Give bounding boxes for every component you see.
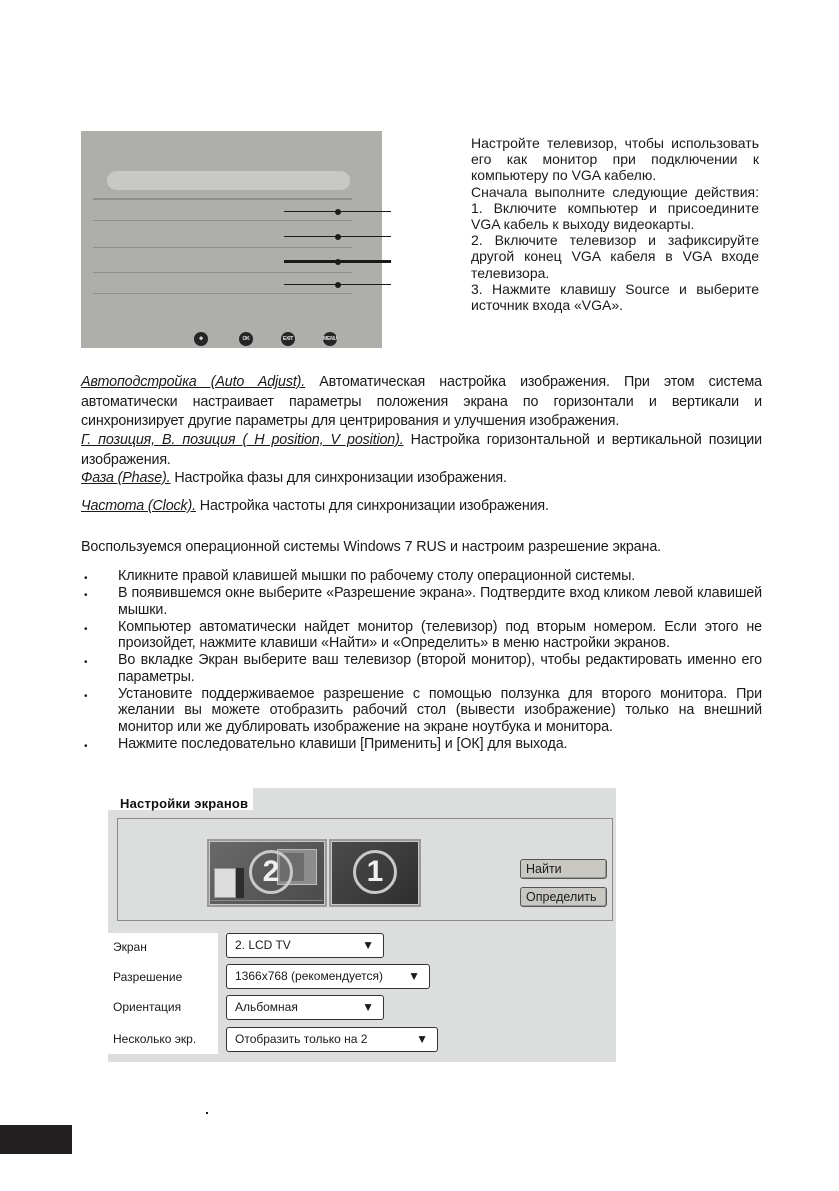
dropdown-arrow-icon: ▼ — [408, 969, 420, 983]
taskbar-thumbnail — [211, 900, 323, 903]
tv-menu-separator — [93, 220, 352, 221]
term-label: Г. позиция, В. позиция ( H position, V position). — [81, 432, 404, 448]
window-thumbnail — [214, 868, 236, 898]
dialog-title: Настройки экранов — [120, 796, 249, 811]
exit-button-icon: EXIT — [281, 332, 295, 346]
monitor-1-tile[interactable] — [329, 839, 421, 907]
term-description: Автоматическая настройка изображения. При этом система автоматически настраивает параметры положения экрана по горизонтали и вертикали и синхронизирует другие параметры для центрирования и улучшения изображения. — [81, 374, 762, 429]
term-label: Автоподстройка (Auto Adjust). — [81, 374, 306, 390]
tv-slider-auto-adjust[interactable] — [284, 211, 391, 212]
screen-label: Экран — [113, 940, 147, 954]
orientation-select-value: Альбомная — [235, 1000, 298, 1014]
intro-paragraph: Сначала выполните следующие действия: — [471, 183, 759, 200]
bullet-icon: • — [84, 623, 88, 635]
monitor-2-tile[interactable] — [207, 839, 327, 907]
identify-button[interactable]: Определить — [520, 887, 607, 907]
description-clock — [81, 497, 762, 517]
footer-dot — [206, 1112, 208, 1114]
slider-knob[interactable] — [335, 259, 341, 265]
page-number-tab — [0, 1125, 72, 1154]
windows-steps-list — [81, 568, 762, 753]
setup-step: 2. Включите телевизор и зафиксируйте другой конец VGA кабеля в VGA входе телевизора. — [471, 232, 759, 281]
dropdown-arrow-icon: ▼ — [362, 938, 374, 952]
screen-settings-dialog — [108, 788, 616, 1062]
dropdown-arrow-icon: ▼ — [416, 1032, 428, 1046]
orientation-label: Ориентация — [113, 1000, 182, 1014]
description-phase — [81, 469, 762, 489]
screen-select-value: 2. LCD TV — [235, 938, 291, 952]
navigate-icon: ✥ — [194, 332, 208, 346]
slider-knob[interactable] — [335, 282, 341, 288]
tv-menu-separator — [93, 247, 352, 248]
resolution-label: Разрешение — [113, 970, 183, 984]
description-position — [81, 431, 762, 470]
screen-select[interactable] — [226, 933, 384, 958]
term-description: Настройка частоты для синхронизации изображения. — [195, 498, 549, 514]
list-item: • Кликните правой клавишей мышки по рабочему столу операционной системы. — [81, 568, 762, 584]
list-item: • Нажмите последовательно клавиши [Применить] и [ОК] для выхода. — [81, 736, 762, 752]
ok-button-icon: OK — [239, 332, 253, 346]
intro-paragraph: Настройте телевизор, чтобы использовать его как монитор при подключении к компьютеру по VGA кабелю. — [471, 135, 759, 184]
tv-menu-separator — [93, 293, 352, 294]
tv-menu-separator — [93, 272, 352, 273]
tv-menu-title-bar — [107, 171, 350, 190]
windows-section-lead: Воспользуемся операционной системы Windows 7 RUS и настроим разрешение экрана. — [81, 539, 662, 555]
multiple-displays-select[interactable] — [226, 1027, 438, 1052]
tv-slider-clock[interactable] — [284, 284, 391, 285]
monitor-number: 2 — [249, 850, 293, 894]
list-item: • В появившемся окне выберите «Разрешение экрана». Подтвердите вход кликом левой клавишей мышки. — [84, 585, 762, 618]
term-label: Частота (Clock). — [81, 498, 196, 514]
slider-knob[interactable] — [335, 234, 341, 240]
term-label: Фаза (Phase). — [81, 470, 171, 486]
field-labels-column — [108, 933, 218, 1054]
tv-slider-position[interactable] — [284, 236, 391, 237]
multiple-displays-select-value: Отобразить только на 2 — [235, 1032, 368, 1046]
monitors-arrangement-area — [117, 818, 613, 921]
bullet-icon: • — [84, 590, 88, 602]
tv-menu-separator — [93, 198, 352, 200]
find-button[interactable]: Найти — [520, 859, 607, 879]
bullet-icon: • — [84, 741, 88, 753]
bullet-icon: • — [84, 657, 88, 669]
term-description: Настройка горизонтальной и вертикальной позиции изображения. — [81, 432, 762, 468]
list-item: • Установите поддерживаемое разрешение с помощью ползунка для второго монитора. При желании вы можете отобразить рабочий стол (вывести изображение) только на внешний монитор или же дублировать изображение на экране ноутбука и монитора. — [84, 686, 762, 735]
list-item: • Во вкладке Экран выберите ваш телевизор (второй монитор), чтобы редактировать именно его параметры. — [84, 652, 762, 685]
bullet-icon: • — [84, 573, 88, 584]
dropdown-arrow-icon: ▼ — [362, 1000, 374, 1014]
bullet-icon: • — [84, 691, 88, 703]
tv-osd-menu-illustration — [81, 131, 382, 348]
orientation-select[interactable] — [226, 995, 384, 1020]
list-item: • Компьютер автоматически найдет монитор (телевизор) под вторым номером. Если этого не произойдет, нажмите клавиши «Найти» и «Определить» в меню настройки экранов. — [84, 618, 762, 652]
tv-slider-phase[interactable] — [284, 260, 391, 263]
resolution-select[interactable] — [226, 964, 430, 989]
setup-step: 3. Нажмите клавишу Source и выберите источник входа «VGA». — [471, 280, 759, 314]
term-description: Настройка фазы для синхронизации изображения. — [170, 470, 507, 486]
setup-step: 1. Включите компьютер и присоедините VGA кабель к выходу видеокарты. — [471, 199, 759, 233]
menu-button-icon: MENU — [323, 332, 337, 346]
multiple-displays-label: Несколько экр. — [113, 1032, 197, 1046]
resolution-select-value: 1366x768 (рекомендуется) — [235, 969, 384, 983]
slider-knob[interactable] — [335, 209, 341, 215]
monitor-number: 1 — [353, 850, 397, 894]
vga-setup-instructions — [471, 135, 759, 313]
window-thumbnail-sidebar — [236, 868, 244, 898]
description-auto-adjust — [81, 373, 762, 432]
